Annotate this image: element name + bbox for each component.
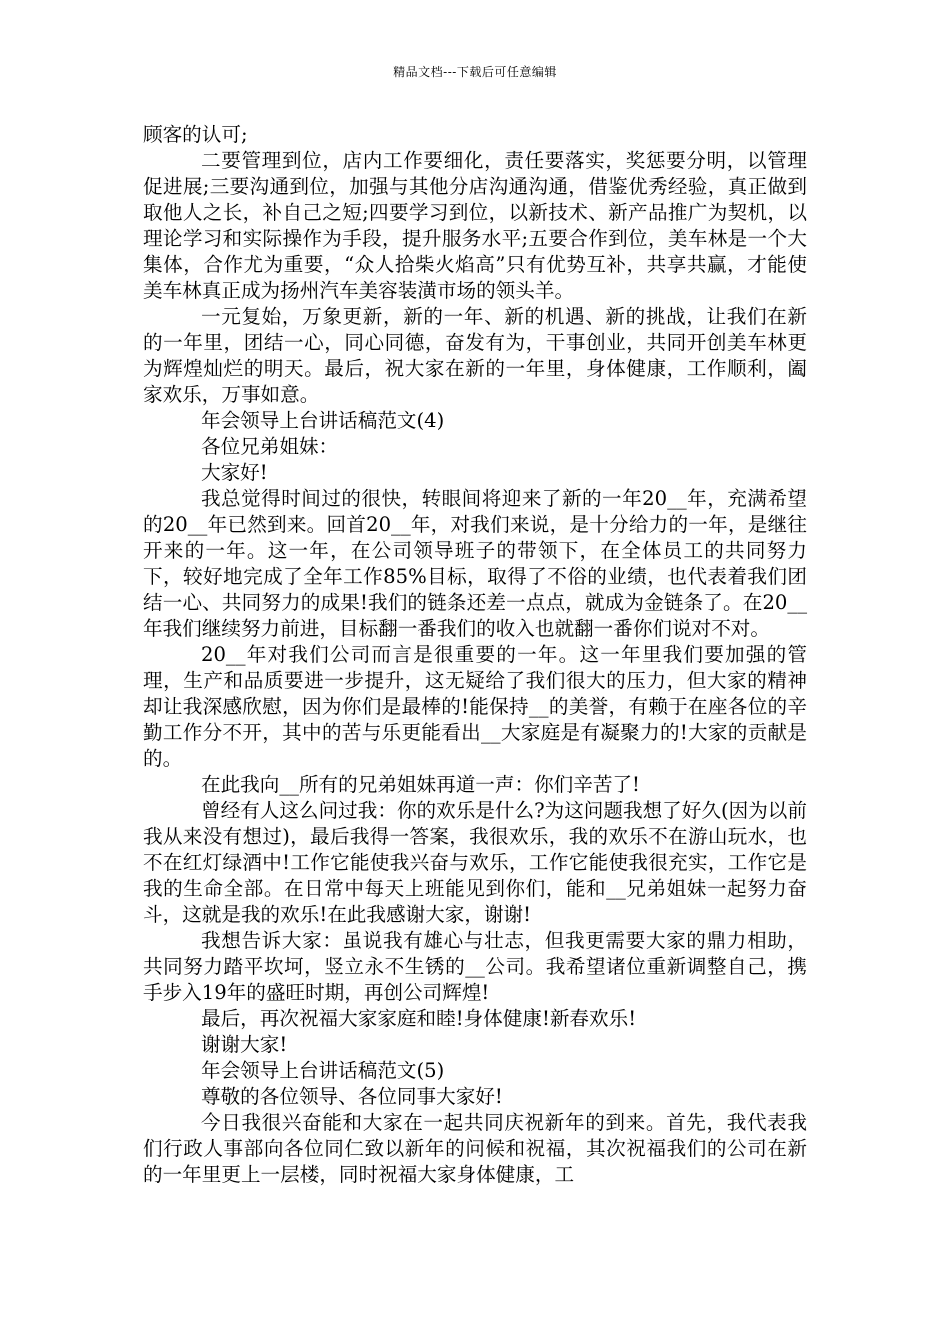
paragraph-9: 在此我向__所有的兄弟姐妹再道一声：你们辛苦了! xyxy=(201,773,640,796)
paragraph-10: 曾经有人这么问过我：你的欢乐是什么?为这问题我想了好久(因为以前我从来没有想过)，最后我得一答案，我很欢乐，我的欢乐不在游山玩水，也不在红灯绿酒中!工作它能使我兴奋与欢乐，工作它能使我很充实，工作它是我的生命全部。在日常中每天上班能见到你们，能和__兄弟姐妹一起努力奋斗，这就是我的欢乐!在此我感谢大家，谢谢! xyxy=(143,799,807,926)
salutation-4: 各位兄弟姐妹： xyxy=(201,435,339,458)
paragraph-16: 今日我很兴奋能和大家在一起共同庆祝新年的到来。首先，我代表我们行政人事部向各位同仁致以新年的问候和祝福，其次祝福我们的公司在新的一年里更上一层楼，同时祝福大家身体健康，工 xyxy=(143,1111,807,1186)
paragraph-1: 顾客的认可; xyxy=(143,123,248,146)
section-heading-4: 年会领导上台讲话稿范文(4) xyxy=(201,409,445,432)
paragraph-2: 二要管理到位，店内工作要细化，责任要落实，奖惩要分明，以管理促进展;三要沟通到位，加强与其他分店沟通沟通，借鉴优秀经验，真正做到取他人之长，补自己之短;四要学习到位，以新技术、新产品推广为契机，以理论学习和实际操作为手段，提升服务水平;五要合作到位，美车林是一个大集体，合作尤为重要，“众人拾柴火焰高”只有优势互补，共享共赢，才能使美车林真正成为扬州汽车美容装潢市场的领头羊。 xyxy=(143,149,807,302)
paragraph-3: 一元复始，万象更新，新的一年、新的机遇、新的挑战，让我们在新的一年里，团结一心，同心同德，奋发有为，干事创业，共同开创美车林更为辉煌灿烂的明天。最后，祝大家在新的一年里，身体健康，工作顺利，阖家欢乐，万事如意。 xyxy=(143,305,807,406)
section-heading-5: 年会领导上台讲话稿范文(5) xyxy=(201,1059,445,1082)
greeting-4: 大家好! xyxy=(201,461,268,484)
salutation-5: 尊敬的各位领导、各位同事大家好! xyxy=(201,1085,503,1108)
page-header: 精品文档---下载后可任意编辑 xyxy=(393,65,557,79)
paragraph-11: 我想告诉大家：虽说我有雄心与壮志，但我更需要大家的鼎力相助，共同努力踏平坎坷，竖立永不生锈的__公司。我希望诸位重新调整自己，携手步入19年的盛旺时期，再创公司辉煌! xyxy=(143,929,807,1004)
paragraph-7: 我总觉得时间过的很快，转眼间将迎来了新的一年20__年，充满希望的20__年已然到来。回首20__年，对我们来说，是十分给力的一年，是继往开来的一年。这一年，在公司领导班子的带领下，在全体员工的共同努力下，较好地完成了全年工作85%目标，取得了不俗的业绩，也代表着我们团结一心、共同努力的成果!我们的链条还差一点点，就成为金链条了。在20__年我们继续努力前进，目标翻一番我们的收入也就翻一番你们说对不对。 xyxy=(143,487,807,640)
closing-thanks: 谢谢大家! xyxy=(201,1033,288,1056)
document-body xyxy=(143,122,807,1188)
paragraph-12: 最后，再次祝福大家家庭和睦!身体健康!新春欢乐! xyxy=(201,1007,637,1030)
paragraph-8: 20__年对我们公司而言是很重要的一年。这一年里我们要加强的管理，生产和品质要进一步提升，这无疑给了我们很大的压力，但大家的精神却让我深感欣慰，因为你们是最棒的!能保持__的美誉，有赖于在座各位的辛勤工作分不开，其中的苦与乐更能看出__大家庭是有凝聚力的!大家的贡献是的。 xyxy=(143,643,807,770)
